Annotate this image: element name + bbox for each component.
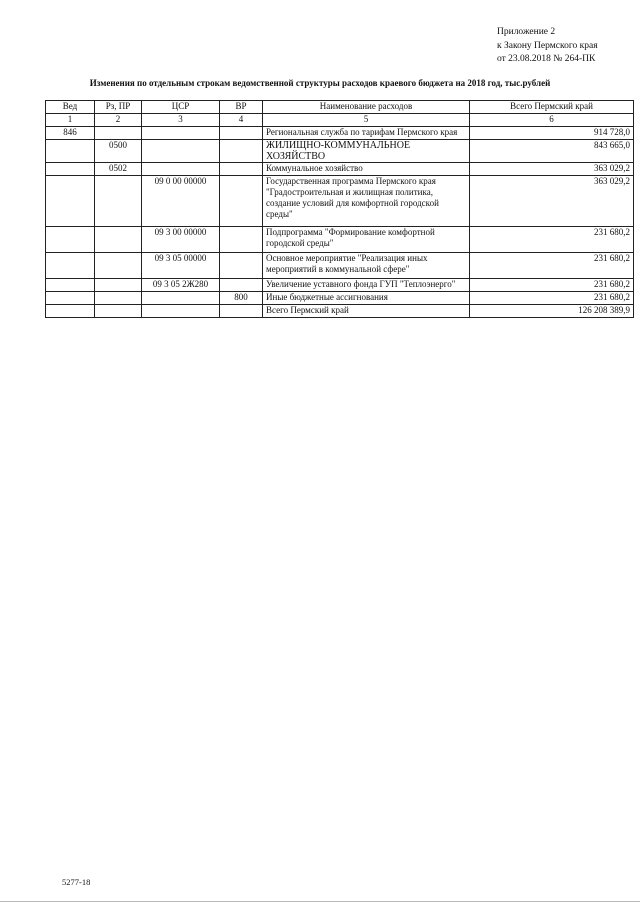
cell-vr: 800 — [220, 292, 263, 305]
cell-rzpr — [95, 253, 142, 279]
cell-rzpr: 0502 — [95, 163, 142, 176]
cell-vr — [220, 305, 263, 318]
cell-ved — [46, 227, 95, 253]
appendix-block — [497, 26, 598, 67]
table-row — [46, 163, 634, 176]
cell-csr: 09 0 00 00000 — [142, 176, 220, 227]
cell-total: 363 029,2 — [470, 176, 634, 227]
cell-name: Основное мероприятие "Реализация иных мероприятий в коммунальной сфере" — [263, 253, 470, 279]
cell-vr — [220, 163, 263, 176]
cell-csr: 09 3 05 2Ж280 — [142, 279, 220, 292]
column-number: 3 — [142, 114, 220, 127]
table-row — [46, 176, 634, 227]
cell-total: 914 728,0 — [470, 127, 634, 140]
appendix-line-2: к Закону Пермского края — [497, 40, 598, 51]
cell-total: 231 680,2 — [470, 279, 634, 292]
cell-vr — [220, 279, 263, 292]
header-vr: ВР — [220, 101, 263, 114]
cell-total: 363 029,2 — [470, 163, 634, 176]
document-title: Изменения по отдельным строкам ведомственной структуры расходов краевого бюджета на 2018 год, тыс.рублей — [89, 78, 551, 88]
cell-name: Государственная программа Пермского края "Градостроительная и жилищная политика, создание условий для комфортной городской среды" — [263, 176, 470, 227]
cell-name: Подпрограмма "Формирование комфортной городской среды" — [263, 227, 470, 253]
document-code: 5277-18 — [62, 877, 91, 887]
appendix-line-3: от 23.08.2018 № 264-ПК — [497, 54, 596, 64]
cell-ved — [46, 279, 95, 292]
header-row — [46, 101, 634, 114]
cell-vr — [220, 176, 263, 227]
header-ved: Вед — [46, 101, 95, 114]
header-csr: ЦСР — [142, 101, 220, 114]
cell-ved — [46, 305, 95, 318]
cell-name: Увеличение уставного фонда ГУП "Теплоэнерго" — [263, 279, 470, 292]
header-total: Всего Пермский край — [470, 101, 634, 114]
cell-total: 231 680,2 — [470, 227, 634, 253]
table-row — [46, 305, 634, 318]
cell-name: Региональная служба по тарифам Пермского края — [263, 127, 470, 140]
cell-rzpr: 0500 — [95, 140, 142, 163]
cell-csr: 09 3 00 00000 — [142, 227, 220, 253]
column-number: 5 — [263, 114, 470, 127]
header-name: Наименование расходов — [263, 101, 470, 114]
cell-csr — [142, 140, 220, 163]
cell-rzpr — [95, 292, 142, 305]
cell-csr — [142, 163, 220, 176]
cell-name: Иные бюджетные ассигнования — [263, 292, 470, 305]
cell-csr — [142, 305, 220, 318]
cell-vr — [220, 253, 263, 279]
column-number: 2 — [95, 114, 142, 127]
cell-name: Всего Пермский край — [263, 305, 470, 318]
budget-table — [45, 100, 634, 318]
table-row — [46, 227, 634, 253]
column-number-row — [46, 114, 634, 127]
cell-ved — [46, 163, 95, 176]
cell-name: ЖИЛИЩНО-КОММУНАЛЬНОЕ ХОЗЯЙСТВО — [263, 140, 470, 163]
table-row — [46, 140, 634, 163]
cell-total: 843 665,0 — [470, 140, 634, 163]
cell-ved — [46, 176, 95, 227]
cell-ved — [46, 140, 95, 163]
cell-ved — [46, 253, 95, 279]
cell-name: Коммунальное хозяйство — [263, 163, 470, 176]
cell-rzpr — [95, 176, 142, 227]
cell-ved — [46, 292, 95, 305]
column-number: 1 — [46, 114, 95, 127]
table-row — [46, 127, 634, 140]
cell-ved: 846 — [46, 127, 95, 140]
column-number: 6 — [470, 114, 634, 127]
cell-vr — [220, 127, 263, 140]
cell-csr — [142, 127, 220, 140]
cell-csr: 09 3 05 00000 — [142, 253, 220, 279]
cell-rzpr — [95, 127, 142, 140]
table-row — [46, 279, 634, 292]
page-bottom-rule — [0, 901, 640, 902]
cell-vr — [220, 140, 263, 163]
cell-vr — [220, 227, 263, 253]
cell-rzpr — [95, 227, 142, 253]
cell-rzpr — [95, 279, 142, 292]
column-number: 4 — [220, 114, 263, 127]
header-rzpr: Рз, ПР — [95, 101, 142, 114]
table-row — [46, 292, 634, 305]
cell-rzpr — [95, 305, 142, 318]
cell-total: 231 680,2 — [470, 292, 634, 305]
appendix-line-1: Приложение 2 — [497, 27, 556, 37]
cell-csr — [142, 292, 220, 305]
table-row — [46, 253, 634, 279]
cell-total: 126 208 389,9 — [470, 305, 634, 318]
cell-total: 231 680,2 — [470, 253, 634, 279]
